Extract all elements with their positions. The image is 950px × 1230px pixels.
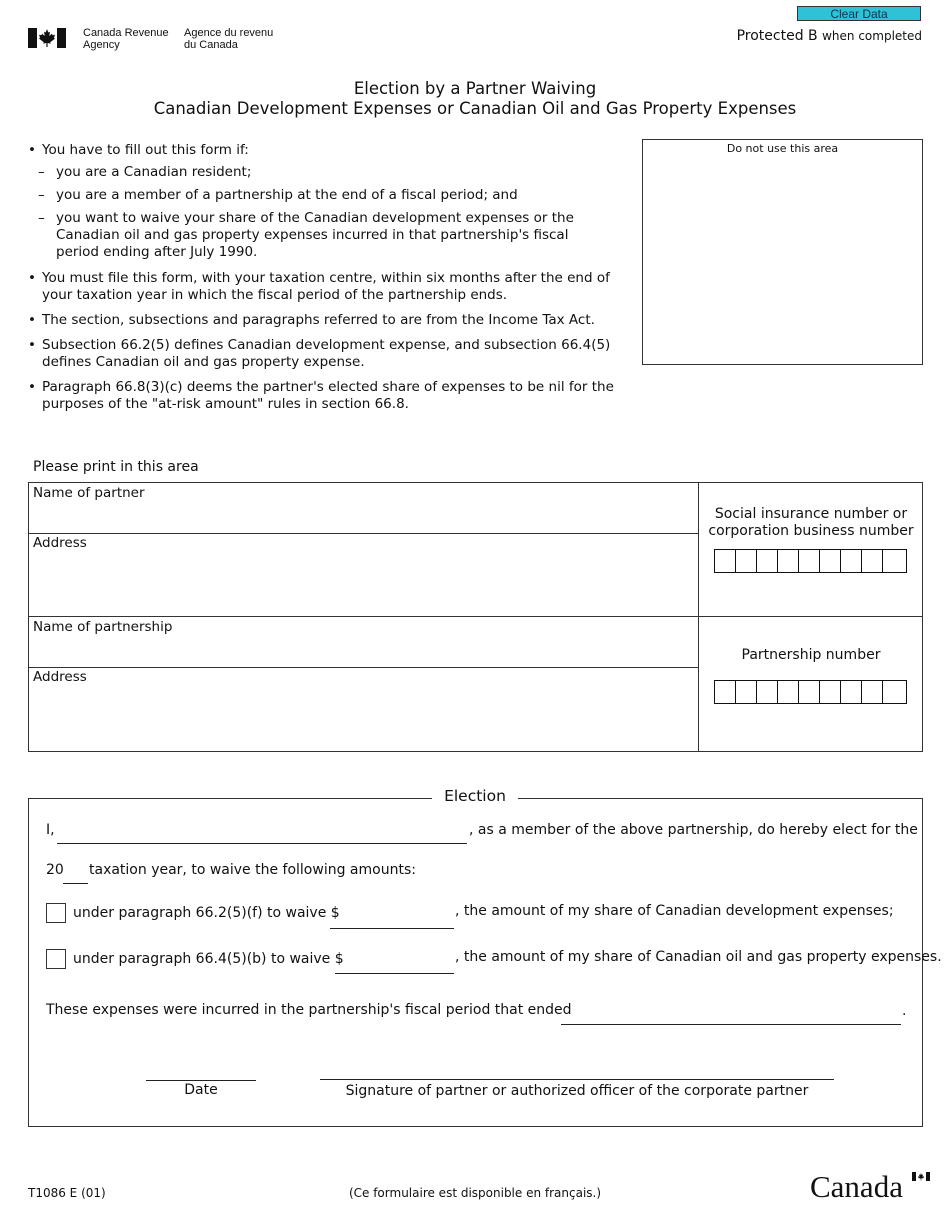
clear-data-button[interactable]: Clear Data (797, 6, 921, 21)
condition-item: – you are a member of a partnership at the end of a fiscal period; and (28, 187, 628, 204)
condition-item: – you are a Canadian resident; (28, 164, 628, 181)
french-availability-note: (Ce formulaire est disponible en français.) (348, 1186, 602, 1200)
fiscal-period-period: . (902, 1003, 907, 1019)
print-area-label: Please print in this area (33, 459, 199, 475)
paragraph-66-4-suffix: , the amount of my share of Canadian oil and gas property expenses. (455, 949, 942, 965)
date-input[interactable] (146, 1060, 256, 1081)
year-prefix: 20 (46, 862, 64, 878)
protected-b-notice: Protected B when completed (736, 28, 922, 44)
instruction-item: • You have to fill out this form if: (28, 142, 628, 159)
do-not-use-area (642, 139, 923, 365)
election-heading: Election (432, 787, 518, 805)
partnership-address-label: Address (33, 669, 87, 685)
oil-gas-expense-amount-input[interactable] (335, 952, 454, 974)
signature-label: Signature of partner or authorized officer of the corporate partner (345, 1083, 809, 1099)
taxation-year-input[interactable] (63, 864, 88, 884)
instruction-item: • You must file this form, with your taxation centre, within six months after the end of your taxation year in which the fiscal period of the partnership ends. (28, 270, 628, 304)
canada-wordmark-text: Canada (810, 1169, 903, 1204)
partnership-digit-input[interactable] (778, 681, 799, 703)
sin-digit-input[interactable] (799, 550, 820, 572)
partnership-digit-input[interactable] (862, 681, 883, 703)
fiscal-period-end-input[interactable] (561, 1004, 901, 1025)
sin-digit-input[interactable] (820, 550, 841, 572)
instruction-item: • Subsection 66.2(5) defines Canadian development expense, and subsection 66.4(5) defines Canadian oil and gas property expense. (28, 337, 628, 371)
government-flag-logo (28, 28, 66, 48)
form-title-line2: Canadian Development Expenses or Canadian Oil and Gas Property Expenses (153, 99, 797, 118)
sin-digit-input[interactable] (778, 550, 799, 572)
paragraph-66-4-label: under paragraph 66.4(5)(b) to waive $ (73, 951, 344, 967)
partnership-digit-input[interactable] (715, 681, 736, 703)
instruction-item: • The section, subsections and paragraphs referred to are from the Income Tax Act. (28, 312, 628, 329)
partnership-number-boxes (714, 680, 907, 704)
partner-name-election-input[interactable] (57, 824, 467, 844)
condition-item: – you want to waive your share of the Canadian development expenses or the Canadian oil and gas property expenses incurred in that partnership's fiscal period ending after July 1990. (28, 210, 596, 261)
form-identifier: T1086 E (01) (28, 1186, 106, 1200)
development-expense-amount-input[interactable] (330, 907, 454, 929)
maple-leaf-icon (39, 29, 55, 47)
partnership-name-input[interactable] (33, 639, 697, 665)
election-i-label: I, (46, 822, 55, 838)
sin-digit-input[interactable] (736, 550, 757, 572)
canada-wordmark (810, 1170, 922, 1204)
partner-name-label: Name of partner (33, 485, 145, 501)
wordmark-flag-icon (912, 1172, 930, 1181)
instructions-list (28, 142, 628, 421)
sin-digit-input[interactable] (757, 550, 778, 572)
sin-digit-input[interactable] (883, 550, 904, 572)
partner-address-label: Address (33, 535, 87, 551)
year-suffix-text: taxation year, to waive the following amounts: (89, 862, 416, 878)
paragraph-66-2-label: under paragraph 66.2(5)(f) to waive $ (73, 905, 340, 921)
form-title-line1: Election by a Partner Waiving (353, 79, 597, 98)
election-member-text: , as a member of the above partnership, do hereby elect for the (469, 822, 918, 838)
partnership-digit-input[interactable] (757, 681, 778, 703)
paragraph-66-4-checkbox[interactable] (46, 949, 66, 969)
sin-digit-boxes (714, 549, 907, 573)
agency-name-fr: Agence du revenu du Canada (184, 27, 274, 51)
signature-input[interactable] (320, 1059, 834, 1080)
partner-name-input[interactable] (33, 505, 697, 531)
do-not-use-label: Do not use this area (726, 142, 839, 155)
partnership-digit-input[interactable] (799, 681, 820, 703)
partnership-name-label: Name of partnership (33, 619, 173, 635)
sin-digit-input[interactable] (862, 550, 883, 572)
agency-name-en: Canada Revenue Agency (83, 27, 169, 51)
fiscal-period-text: These expenses were incurred in the partnership's fiscal period that ended (46, 1002, 572, 1018)
paragraph-66-2-suffix: , the amount of my share of Canadian development expenses; (455, 903, 894, 919)
partnership-number-label: Partnership number (741, 647, 881, 663)
partnership-address-input[interactable] (33, 688, 697, 750)
partnership-digit-input[interactable] (841, 681, 862, 703)
sin-label: Social insurance number or corporation business number (708, 506, 914, 539)
instruction-item: • Paragraph 66.8(3)(c) deems the partner's elected share of expenses to be nil for the purposes of the "at-risk amount" rules in section 66.8. (28, 379, 628, 413)
paragraph-66-2-checkbox[interactable] (46, 903, 66, 923)
sin-digit-input[interactable] (715, 550, 736, 572)
date-label: Date (184, 1082, 218, 1098)
partnership-digit-input[interactable] (820, 681, 841, 703)
partner-address-input[interactable] (33, 554, 697, 614)
partnership-digit-input[interactable] (883, 681, 904, 703)
partnership-digit-input[interactable] (736, 681, 757, 703)
sin-digit-input[interactable] (841, 550, 862, 572)
